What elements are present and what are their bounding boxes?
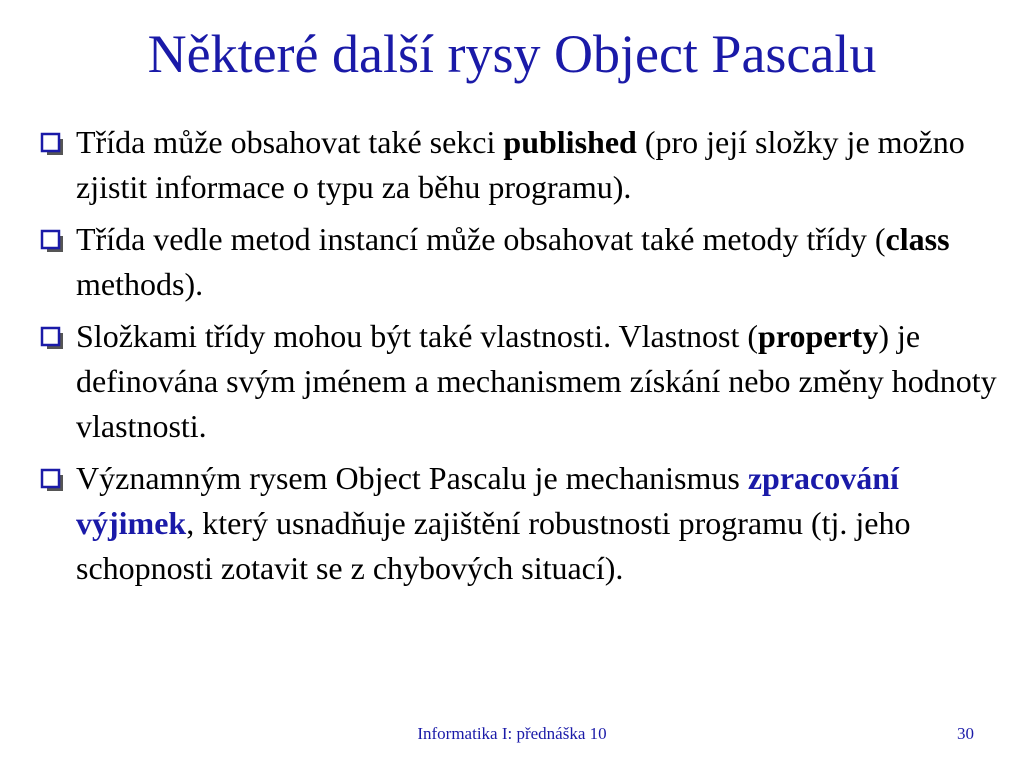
hollow-square-bullet-icon xyxy=(40,468,64,492)
bullet-text: , který usnadňuje zajištění robustnosti programu (tj. jeho schopnosti zotavit se z chybových situací). xyxy=(76,505,911,586)
bullet-keyword: published xyxy=(503,124,637,160)
bullet-text: methods). xyxy=(76,266,204,302)
bullet-text: Složkami třídy mohou být také vlastnosti. Vlastnost ( xyxy=(76,318,759,354)
bullet-text: Třída může obsahovat také sekci xyxy=(76,124,504,160)
bullet-item xyxy=(38,120,998,210)
bullet-text: (pro její složky je možno zjistit informace o typu za běhu programu). xyxy=(76,124,965,205)
bullet-item xyxy=(38,217,998,307)
slide-footer: Informatika I: přednáška 10 xyxy=(417,724,607,743)
hollow-square-bullet-icon xyxy=(40,132,64,156)
page-number: 30 xyxy=(957,724,974,743)
bullet-keyword: class xyxy=(885,221,950,257)
slide-title: Některé další rysy Object Pascalu xyxy=(147,24,877,84)
hollow-square-bullet-icon xyxy=(40,229,64,253)
bullet-item xyxy=(38,456,998,591)
bullet-keyword: property xyxy=(758,318,879,354)
hollow-square-bullet-icon xyxy=(40,326,64,350)
bullet-highlight: zpracování výjimek xyxy=(76,460,899,541)
bullet-item xyxy=(38,314,998,449)
bullet-text: Třída vedle metod instancí může obsahovat také metody třídy ( xyxy=(76,221,886,257)
bullet-text: Významným rysem Object Pascalu je mechanismus xyxy=(76,460,748,496)
bullet-text: ) je definována svým jménem a mechanismem získání nebo změny hodnoty vlastnosti. xyxy=(76,318,997,444)
bullet-list xyxy=(38,120,998,598)
